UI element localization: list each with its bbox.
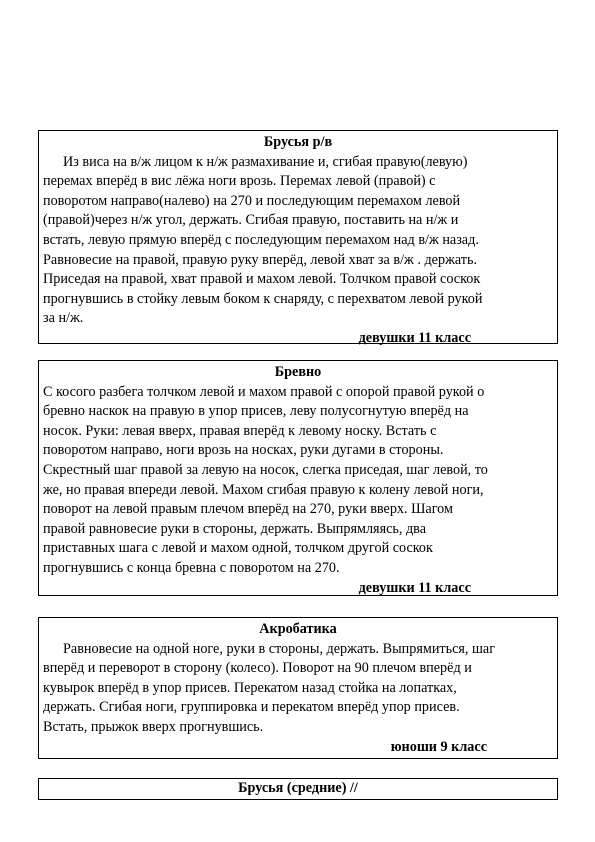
- text-line: перемах вперёд в вис лёжа ноги врозь. Перемах левой (правой) с: [43, 173, 436, 190]
- section-body: [43, 383, 553, 579]
- text-line: поворот на левой правым плечом вперёд на 270, руки вверх. Шагом: [43, 501, 453, 518]
- text-line: С косого разбега толчком левой и махом правой с опорой правой рукой о: [43, 383, 485, 400]
- section-footer: девушки 11 класс: [358, 579, 471, 596]
- text-line: Скрестный шаг правой за левую на носок, слегка приседая, шаг левой, то: [43, 461, 488, 478]
- text-line: держать. Сгибая ноги, группировка и перекатом вперёд упор присев.: [43, 699, 460, 716]
- section-title: Акробатика: [259, 621, 337, 637]
- text-line: же, но правая впереди левой. Махом сгибая правую к колену левой ноги,: [43, 481, 484, 498]
- text-line: приставных шага с левой и махом одной, толчком другой соскок: [43, 540, 433, 557]
- section-parallel-bars: [38, 778, 558, 800]
- text-line: за н/ж.: [43, 310, 84, 327]
- text-line: Встать, прыжок вверх прогнувшись.: [43, 718, 264, 735]
- text-line: кувырок вперёд в упор присев. Перекатом назад стойка на лопатках,: [43, 679, 457, 696]
- section-title: Бревно: [274, 364, 322, 380]
- text-line: вперёд и переворот в сторону (колесо). Поворот на 90 плечом вперёд и: [43, 660, 472, 677]
- text-line: поворотом направо, ноги врозь на носках, руки дугами в стороны.: [43, 442, 444, 459]
- text-line: встать, левую прямую вперёд с последующим перемахом над в/ж назад.: [43, 231, 479, 248]
- text-line: поворотом направо(налево) на 270 и последующим перемахом левой: [43, 192, 461, 209]
- section-footer: девушки 11 класс: [358, 329, 471, 346]
- text-line: носок. Руки: левая вверх, правая вперёд к левому носку. Встать с: [43, 422, 437, 439]
- section-body: [43, 640, 553, 738]
- text-line: Равновесие на правой, правую руку вперёд, левой хват за в/ж . держать.: [43, 251, 478, 268]
- section-footer: юноши 9 класс: [390, 738, 487, 755]
- section-balance-beam: [38, 360, 558, 596]
- text-line: прогнувшись в стойку левым боком к снаряду, с перехватом левой рукой: [43, 290, 483, 307]
- section-uneven-bars: [38, 130, 558, 344]
- text-line: Приседая на правой, хват правой и махом левой. Толчком правой соскок: [43, 271, 481, 288]
- text-line: бревно наскок на правую в упор присев, леву полусогнутую вперёд на: [43, 403, 469, 420]
- text-line: Из виса на в/ж лицом к н/ж размахивание и, сгибая правую(левую): [63, 153, 468, 170]
- section-title: Брусья р/в: [263, 134, 333, 150]
- text-line: (правой)через н/ж угол, держать. Сгибая правую, поставить на н/ж и: [43, 212, 459, 229]
- section-body: [43, 153, 553, 329]
- text-line: правой равновесие руки в стороны, держать. Выпрямляясь, два: [43, 520, 426, 537]
- text-line: прогнувшись с конца бревна с поворотом на 270.: [43, 559, 340, 576]
- section-acrobatics: [38, 617, 558, 759]
- text-line: Равновесие на одной ноге, руки в стороны, держать. Выпрямиться, шаг: [63, 640, 496, 657]
- section-title: Брусья (средние) //: [238, 780, 358, 796]
